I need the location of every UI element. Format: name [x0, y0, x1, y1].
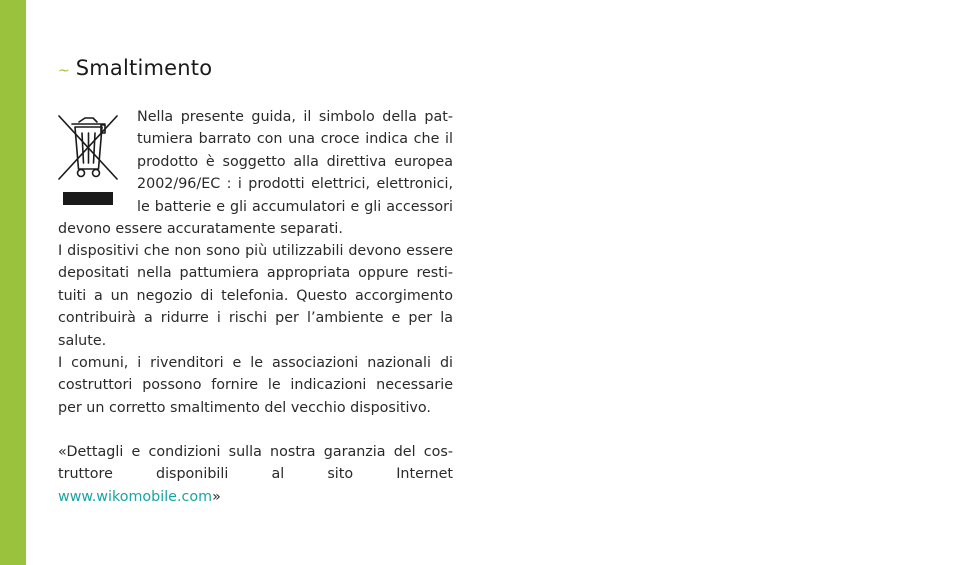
section-heading — [58, 56, 212, 84]
lead-line: le batterie e gli accumulatori e gli accessori — [137, 198, 453, 215]
warranty-text: «Dettagli e condizioni sulla nostra garanzia del cos-truttore disponibili al sito Internet — [58, 444, 453, 483]
heading-tilde: ~ — [58, 63, 70, 79]
warranty-closing-quote: » — [212, 488, 221, 505]
lead-line: Nella presente guida, il simbolo della pat- — [137, 109, 453, 125]
devices-paragraph: I dispositivi che non sono più utilizzabili devono essere depositati nella pattumiera appropriata oppure resti-tuiti a un negozio di telefonia. Questo accorgimento contribuirà a ridurre i rischi per l’ambiente e per la salute. — [58, 243, 453, 349]
lead-line: tumiera barrato con una croce indica che il — [137, 131, 453, 148]
lead-paragraph — [137, 106, 453, 218]
warranty-paragraph — [58, 441, 453, 508]
crossed-out-wheelie-bin-icon — [57, 113, 119, 207]
retailers-paragraph: I comuni, i rivenditori e le associazioni nazionali di costruttori possono fornire le indicazioni necessarie per un corretto smaltimento del vecchio dispositivo. — [58, 355, 453, 416]
lead-paragraph-end: devono essere accuratamente separati. — [58, 221, 343, 237]
lead-line: prodotto è soggetto alla direttiva europea — [137, 153, 453, 170]
lead-line: 2002/96/EC : i prodotti elettrici, elettronici, — [137, 176, 453, 193]
wikomobile-link[interactable]: www.wikomobile.com — [58, 488, 213, 505]
page-title: Smaltimento — [75, 56, 213, 80]
side-accent-bar — [0, 0, 26, 565]
